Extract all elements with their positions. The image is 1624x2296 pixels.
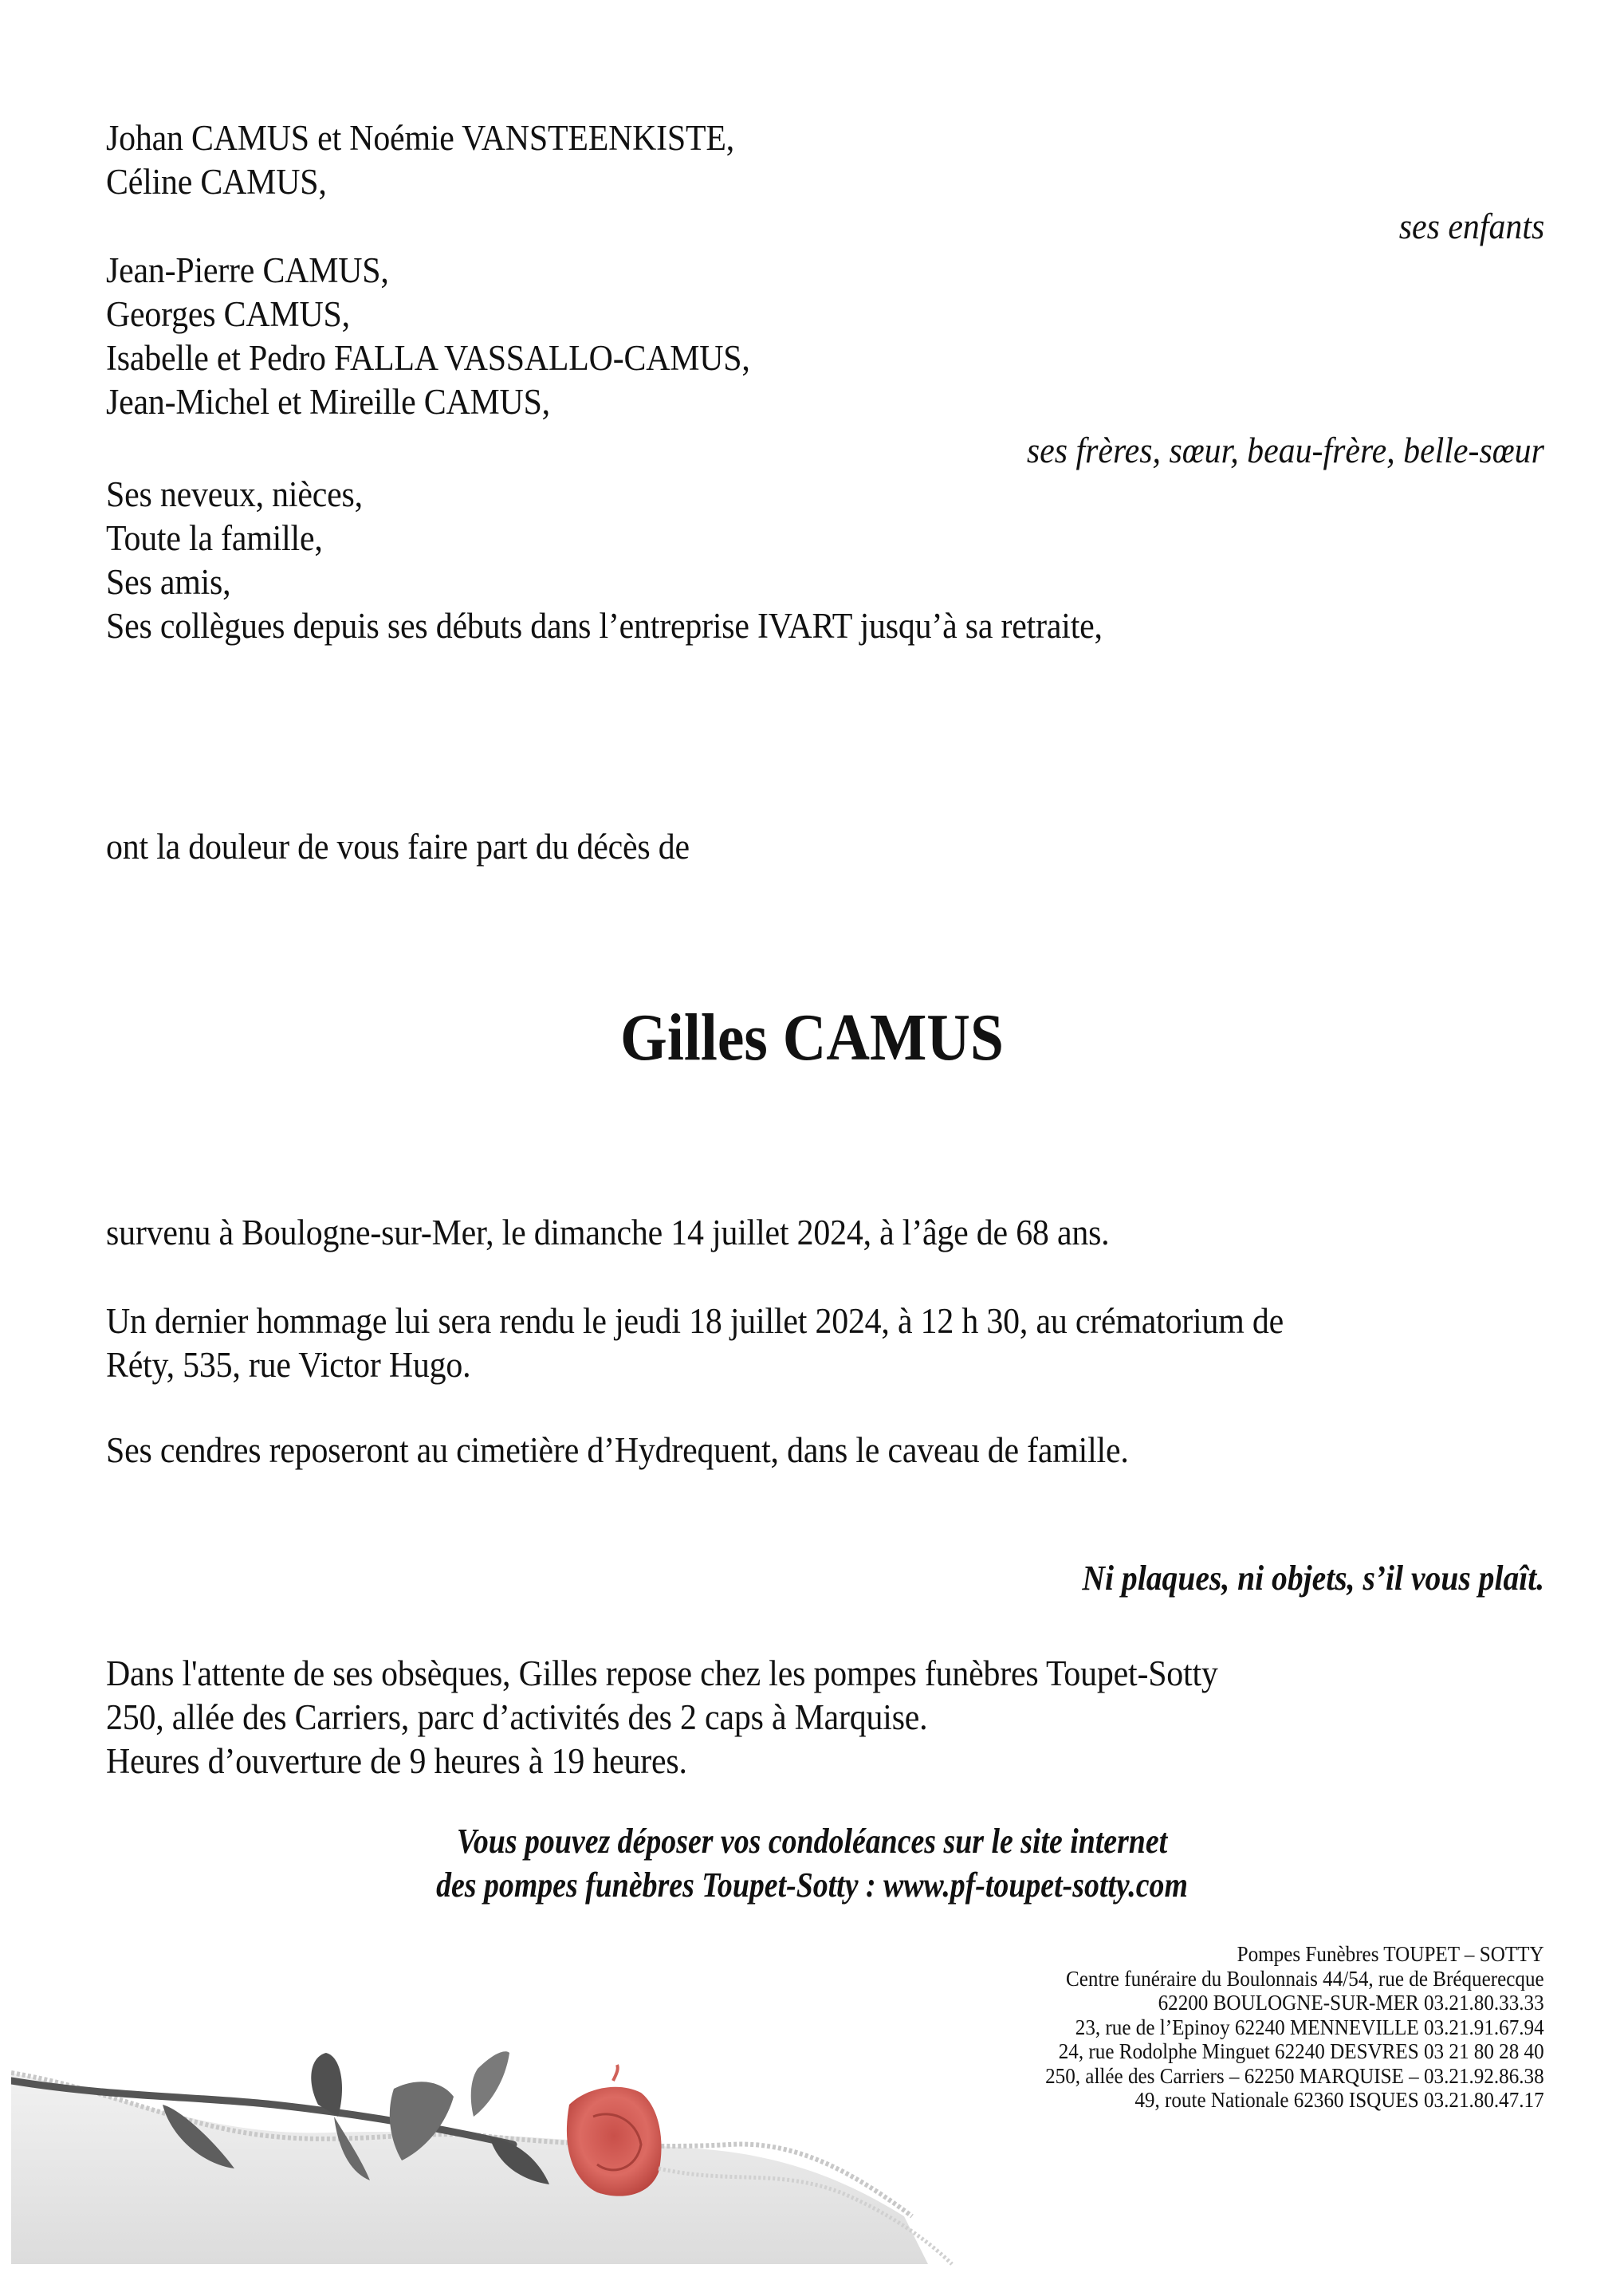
leaf bbox=[471, 2051, 509, 2117]
family-other-line: Ses neveux, nièces, bbox=[106, 474, 363, 514]
rest-line: 250, allée des Carriers, parc d’activités des 2 caps à Marquise. bbox=[106, 1697, 928, 1737]
footer-line: 62200 BOULOGNE-SUR-MER 03.21.80.33.33 bbox=[1158, 1991, 1544, 2015]
children-label: ses enfants bbox=[1398, 206, 1544, 246]
siblings-label: ses frères, sœur, beau-frère, belle-sœur bbox=[1026, 431, 1544, 470]
rest-line: Dans l'attente de ses obsèques, Gilles repose chez les pompes funèbres Toupet-Sotty bbox=[106, 1653, 1218, 1693]
family-sibling-line: Isabelle et Pedro FALLA VASSALLO-CAMUS, bbox=[106, 338, 750, 378]
tribute-details-line1: Un dernier hommage lui sera rendu le jeudi 18 juillet 2024, à 12 h 30, au crématorium de bbox=[106, 1301, 1284, 1341]
footer-line: 23, rue de l’Epinoy 62240 MENNEVILLE 03.21.91.67.94 bbox=[1075, 2015, 1544, 2039]
footer-line: Pompes Funèbres TOUPET – SOTTY bbox=[1237, 1942, 1544, 1966]
ashes-details: Ses cendres reposeront au cimetière d’Hydrequent, dans le caveau de famille. bbox=[106, 1430, 1129, 1470]
family-children-line: Johan CAMUS et Noémie VANSTEENKISTE, bbox=[106, 118, 735, 158]
footer-line: 250, allée des Carriers – 62250 MARQUISE – 03.21.92.86.38 bbox=[1045, 2063, 1544, 2088]
family-sibling-line: Jean-Michel et Mireille CAMUS, bbox=[106, 382, 550, 422]
rose-on-beach-icon bbox=[11, 1977, 1624, 2272]
family-other-line: Toute la famille, bbox=[106, 518, 323, 558]
death-details: survenu à Boulogne-sur-Mer, le dimanche 14 juillet 2024, à l’âge de 68 ans. bbox=[106, 1213, 1110, 1252]
deceased-name: Gilles CAMUS bbox=[620, 1001, 1004, 1075]
sand-shape bbox=[11, 2073, 928, 2264]
family-sibling-line: Georges CAMUS, bbox=[106, 294, 350, 334]
announcement-text: ont la douleur de vous faire part du décès de bbox=[106, 827, 690, 867]
no-flowers-notice: Ni plaques, ni objets, s’il vous plaît. bbox=[1082, 1559, 1544, 1598]
family-other-line: Ses amis, bbox=[106, 562, 231, 602]
footer-line: 49, route Nationale 62360 ISQUES 03.21.80.47.17 bbox=[1134, 2088, 1544, 2112]
condolences-line2[interactable]: des pompes funèbres Toupet-Sotty : www.pf-toupet-sotty.com bbox=[436, 1866, 1188, 1905]
rose-illustration bbox=[11, 1977, 1624, 2272]
condolences-line1: Vous pouvez déposer vos condoléances sur le site internet bbox=[456, 1822, 1168, 1861]
family-children-line: Céline CAMUS, bbox=[106, 162, 327, 202]
family-other-line: Ses collègues depuis ses débuts dans l’entreprise IVART jusqu’à sa retraite, bbox=[106, 606, 1103, 646]
rest-line: Heures d’ouverture de 9 heures à 19 heures. bbox=[106, 1741, 687, 1781]
family-sibling-line: Jean-Pierre CAMUS, bbox=[106, 250, 389, 290]
footer-line: Centre funéraire du Boulonnais 44/54, rue de Bréquerecque bbox=[1066, 1966, 1544, 1991]
tribute-details-line2: Réty, 535, rue Victor Hugo. bbox=[106, 1345, 471, 1385]
rose-tip bbox=[613, 2065, 618, 2081]
footer-line: 24, rue Rodolphe Minguet 62240 DESVRES 03 21 80 28 40 bbox=[1059, 2039, 1544, 2063]
